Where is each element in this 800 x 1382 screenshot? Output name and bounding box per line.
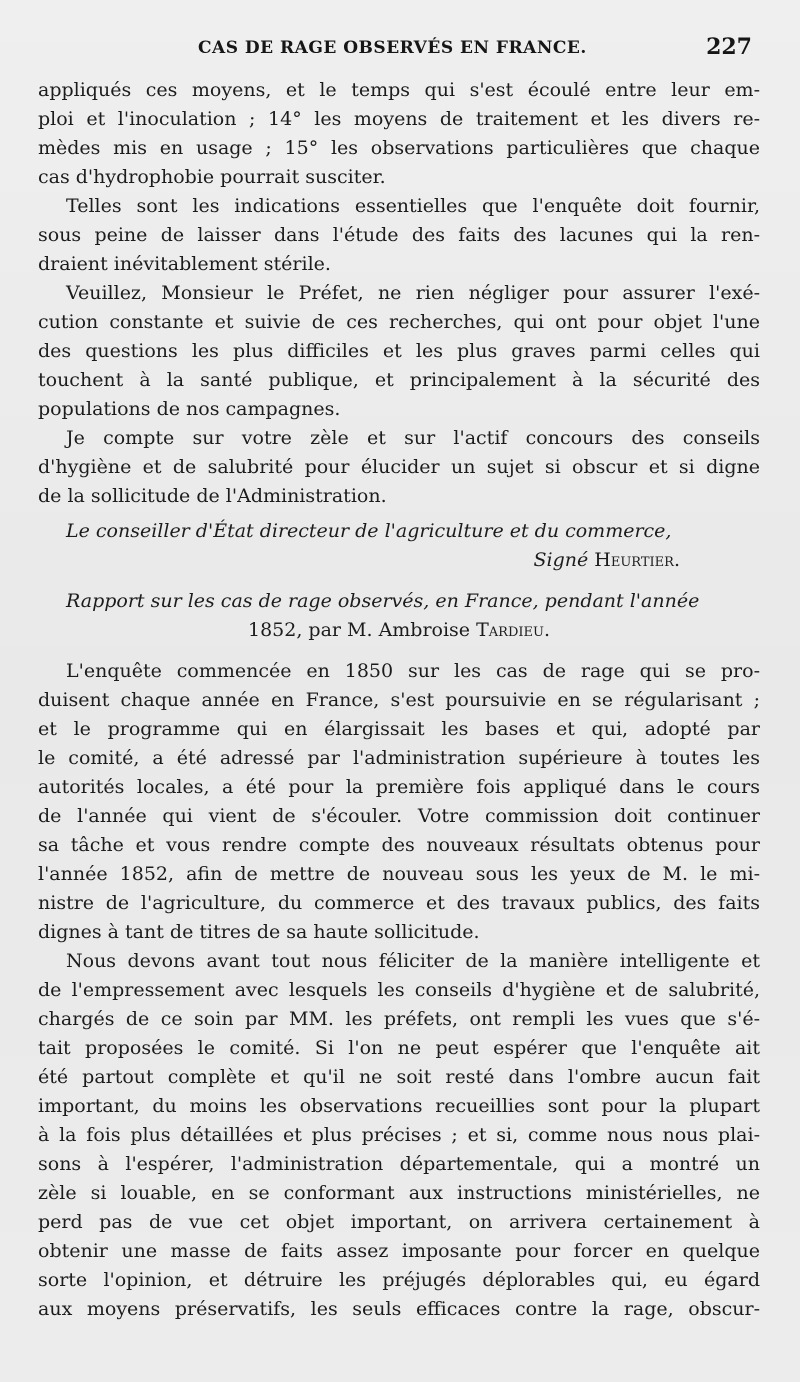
rapport-author: Tardieu. <box>476 619 551 641</box>
text-line: sons à l'espérer, l'administration départementale, qui a montré un <box>38 1153 760 1175</box>
spacer <box>38 645 760 657</box>
signed-name: Heurtier. <box>594 549 680 571</box>
text-line: dignes à tant de titres de sa haute sollicitude. <box>38 921 480 943</box>
text-line: cas d'hydrophobie pourrait susciter. <box>38 166 386 188</box>
text-line: le comité, a été adressé par l'administration supérieure à toutes les <box>38 747 760 769</box>
signatory-title: Le conseiller d'État directeur de l'agriculture et du commerce, <box>66 520 672 542</box>
rapport-heading <box>38 587 760 645</box>
text-line: des questions les plus difficiles et les plus graves parmi celles qui <box>38 340 760 362</box>
paragraph-1 <box>38 76 760 192</box>
text-line: mèdes mis en usage ; 15° les observations particulières que chaque <box>38 137 760 159</box>
text-line: autorités locales, a été pour la première fois appliqué dans le cours <box>38 776 760 798</box>
text-line: sa tâche et vous rendre compte des nouveaux résultats obtenus pour <box>38 834 760 856</box>
rapport-author-line <box>38 616 760 645</box>
text-line: l'année 1852, afin de mettre de nouveau sous les yeux de M. le mi- <box>38 863 760 885</box>
text-line: populations de nos campagnes. <box>38 398 341 420</box>
text-line: appliqués ces moyens, et le temps qui s'est écoulé entre leur em- <box>38 79 760 101</box>
text-line: nistre de l'agriculture, du commerce et des travaux publics, des faits <box>38 892 760 914</box>
text-line: perd pas de vue cet objet important, on arrivera certainement à <box>38 1211 760 1233</box>
text-line: L'enquête commencée en 1850 sur les cas de rage qui se pro- <box>66 660 760 682</box>
text-line: à la fois plus détaillées et plus précises ; et si, comme nous nous plai- <box>38 1124 760 1146</box>
text-line: zèle si louable, en se conformant aux instructions ministérielles, ne <box>38 1182 760 1204</box>
page-number: 227 <box>706 34 752 60</box>
text-line: de l'année qui vient de s'écouler. Votre commission doit continuer <box>38 805 760 827</box>
paragraph-3 <box>38 279 760 424</box>
page-body <box>38 76 760 1324</box>
text-line: sous peine de laisser dans l'étude des faits des lacunes qui la ren- <box>38 224 760 246</box>
text-line: ploi et l'inoculation ; 14° les moyens de traitement et les divers re- <box>38 108 760 130</box>
text-line: draient inévitablement stérile. <box>38 253 331 275</box>
text-line: aux moyens préservatifs, les seuls efficaces contre la rage, obscur- <box>38 1298 760 1320</box>
text-line: cution constante et suivie de ces recherches, qui ont pour objet l'une <box>38 311 760 333</box>
text-line: touchent à la santé publique, et principalement à la sécurité des <box>38 369 760 391</box>
rapport-title: Rapport sur les cas de rage observés, en France, pendant l'année <box>66 590 700 612</box>
paragraph-5 <box>38 657 760 947</box>
text-line: Nous devons avant tout nous féliciter de la manière intelligente et <box>66 950 760 972</box>
text-line: et le programme qui en élargissait les bases et qui, adopté par <box>38 718 760 740</box>
rapport-year: 1852, par M. Ambroise <box>247 619 477 641</box>
text-line: tait proposées le comité. Si l'on ne peut espérer que l'enquête ait <box>38 1037 760 1059</box>
text-line: Je compte sur votre zèle et sur l'actif concours des conseils <box>66 427 760 449</box>
text-line: sorte l'opinion, et détruire les préjugés déplorables qui, eu égard <box>38 1269 760 1291</box>
spacer <box>38 575 760 587</box>
paragraph-2 <box>38 192 760 279</box>
text-line: Telles sont les indications essentielles que l'enquête doit fournir, <box>66 195 760 217</box>
paragraph-6 <box>38 947 760 1324</box>
text-line: obtenir une masse de faits assez imposante pour forcer en quelque <box>38 1240 760 1262</box>
text-line: Veuillez, Monsieur le Préfet, ne rien négliger pour assurer l'exé- <box>66 282 760 304</box>
signature-block <box>38 517 760 575</box>
running-title: CAS DE RAGE OBSERVÉS EN FRANCE. <box>198 38 587 58</box>
page-header <box>38 34 760 68</box>
text-line: d'hygiène et de salubrité pour élucider un sujet si obscur et si digne <box>38 456 760 478</box>
signed-label: Signé <box>533 549 589 571</box>
text-line: duisent chaque année en France, s'est poursuivie en se régularisant ; <box>38 689 760 711</box>
signed-line <box>38 546 760 575</box>
paragraph-4 <box>38 424 760 511</box>
text-line: important, du moins les observations recueillies sont pour la plupart <box>38 1095 760 1117</box>
rapport-title-line <box>38 587 760 616</box>
text-line: été partout complète et qu'il ne soit resté dans l'ombre aucun fait <box>38 1066 760 1088</box>
text-line: de la sollicitude de l'Administration. <box>38 485 387 507</box>
text-line: chargés de ce soin par MM. les préfets, ont rempli les vues que s'é- <box>38 1008 760 1030</box>
text-line: de l'empressement avec lesquels les conseils d'hygiène et de salubrité, <box>38 979 760 1001</box>
